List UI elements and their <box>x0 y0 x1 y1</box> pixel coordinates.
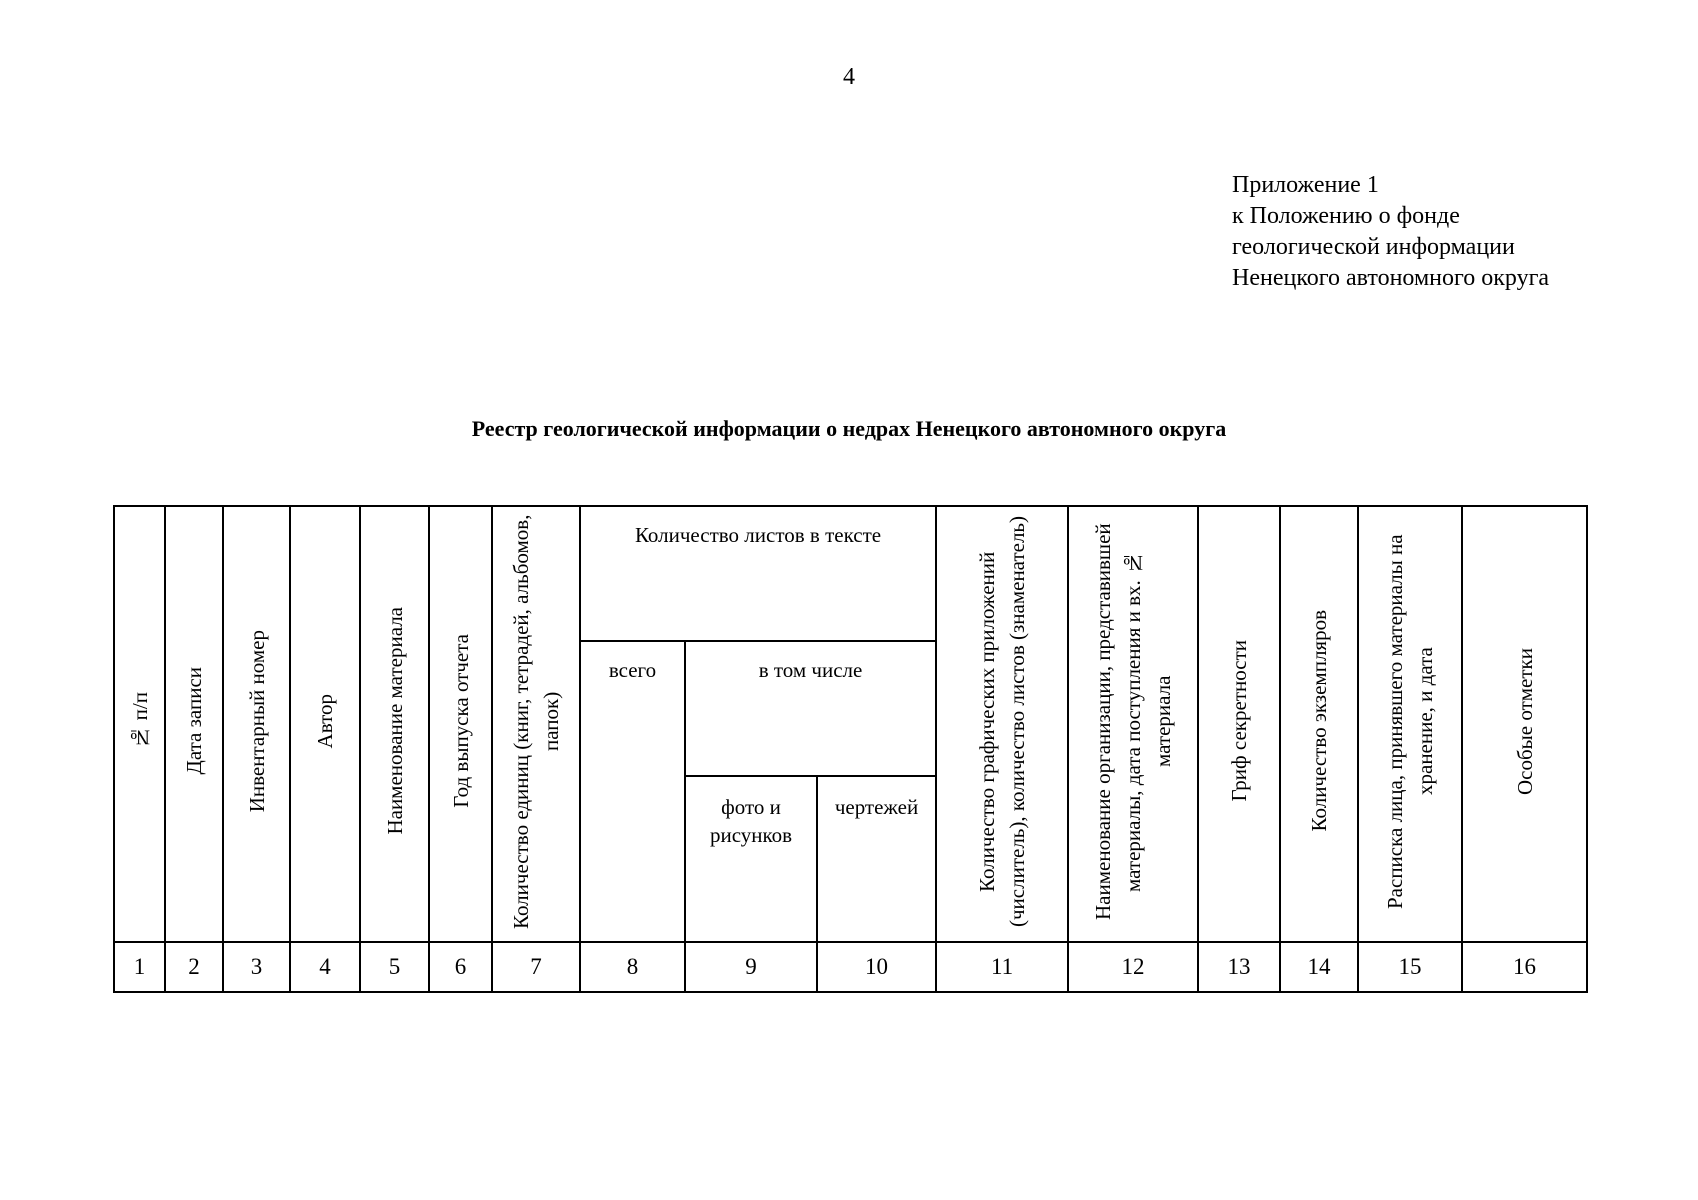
header-graphic-appendices <box>936 506 1068 942</box>
column-number: 8 <box>580 942 685 992</box>
registry-table <box>113 505 1588 993</box>
header-label: фото и рисунков <box>709 795 793 847</box>
header-special-notes <box>1462 506 1587 942</box>
header-label: Количество графических приложений (числитель), количество листов (знаменатель) <box>975 515 1030 927</box>
header-drawings <box>817 776 936 942</box>
appendix-line: геологической информации <box>1232 234 1515 260</box>
header-copies-count <box>1280 506 1358 942</box>
header-author <box>290 506 360 942</box>
column-number: 2 <box>165 942 223 992</box>
header-label: всего <box>608 658 657 682</box>
column-number: 14 <box>1280 942 1358 992</box>
column-number-row <box>114 942 1587 992</box>
header-label: Количество единиц (книг, тетрадей, альбомов, папок) <box>509 513 563 929</box>
column-number: 11 <box>936 942 1068 992</box>
header-secrecy-stamp <box>1198 506 1280 942</box>
header-label: Количество экземпляров <box>1307 610 1332 832</box>
header-number <box>114 506 165 942</box>
header-units-count <box>492 506 580 942</box>
column-number: 5 <box>360 942 429 992</box>
header-label: Гриф секретности <box>1227 640 1252 802</box>
column-number: 13 <box>1198 942 1280 992</box>
header-label: в том числе <box>758 658 863 682</box>
document-title: Реестр геологической информации о недрах Ненецкого автономного округа <box>471 416 1227 441</box>
column-number: 1 <box>114 942 165 992</box>
header-label: чертежей <box>834 795 919 819</box>
header-material-name <box>360 506 429 942</box>
header-label: Автор <box>313 693 337 749</box>
header-organization <box>1068 506 1198 942</box>
column-number: 9 <box>685 942 817 992</box>
column-number: 15 <box>1358 942 1462 992</box>
header-label: Особые отметки <box>1512 647 1537 795</box>
column-number: 6 <box>429 942 492 992</box>
column-number: 4 <box>290 942 360 992</box>
header-label: Год выпуска отчета <box>448 634 473 808</box>
column-number: 3 <box>223 942 290 992</box>
header-sheet-count-group <box>580 506 936 641</box>
appendix-line: Ненецкого автономного округа <box>1232 265 1550 291</box>
appendix-line: Приложение 1 <box>1232 172 1379 198</box>
header-label: № п/п <box>127 692 152 750</box>
header-label: Наименование организации, представившей материалы, дата поступления и вх. № материала <box>1091 522 1176 920</box>
column-number: 16 <box>1462 942 1587 992</box>
appendix-note <box>1232 170 1549 294</box>
header-label: Расписка лица, принявшего материалы на хранение, и дата <box>1383 533 1438 909</box>
header-receipt <box>1358 506 1462 942</box>
page-number: 4 <box>843 64 855 90</box>
header-label: Наименование материала <box>382 607 407 835</box>
column-number: 7 <box>492 942 580 992</box>
header-label: Дата записи <box>182 667 206 775</box>
header-label: Инвентарный номер <box>244 629 269 813</box>
header-report-year <box>429 506 492 942</box>
column-number: 12 <box>1068 942 1198 992</box>
header-including <box>685 641 936 776</box>
header-photos <box>685 776 817 942</box>
header-inventory-number <box>223 506 290 942</box>
appendix-line: к Положению о фонде <box>1232 203 1460 229</box>
header-record-date <box>165 506 223 942</box>
header-label: Количество листов в тексте <box>634 523 882 547</box>
column-number: 10 <box>817 942 936 992</box>
header-total <box>580 641 685 942</box>
